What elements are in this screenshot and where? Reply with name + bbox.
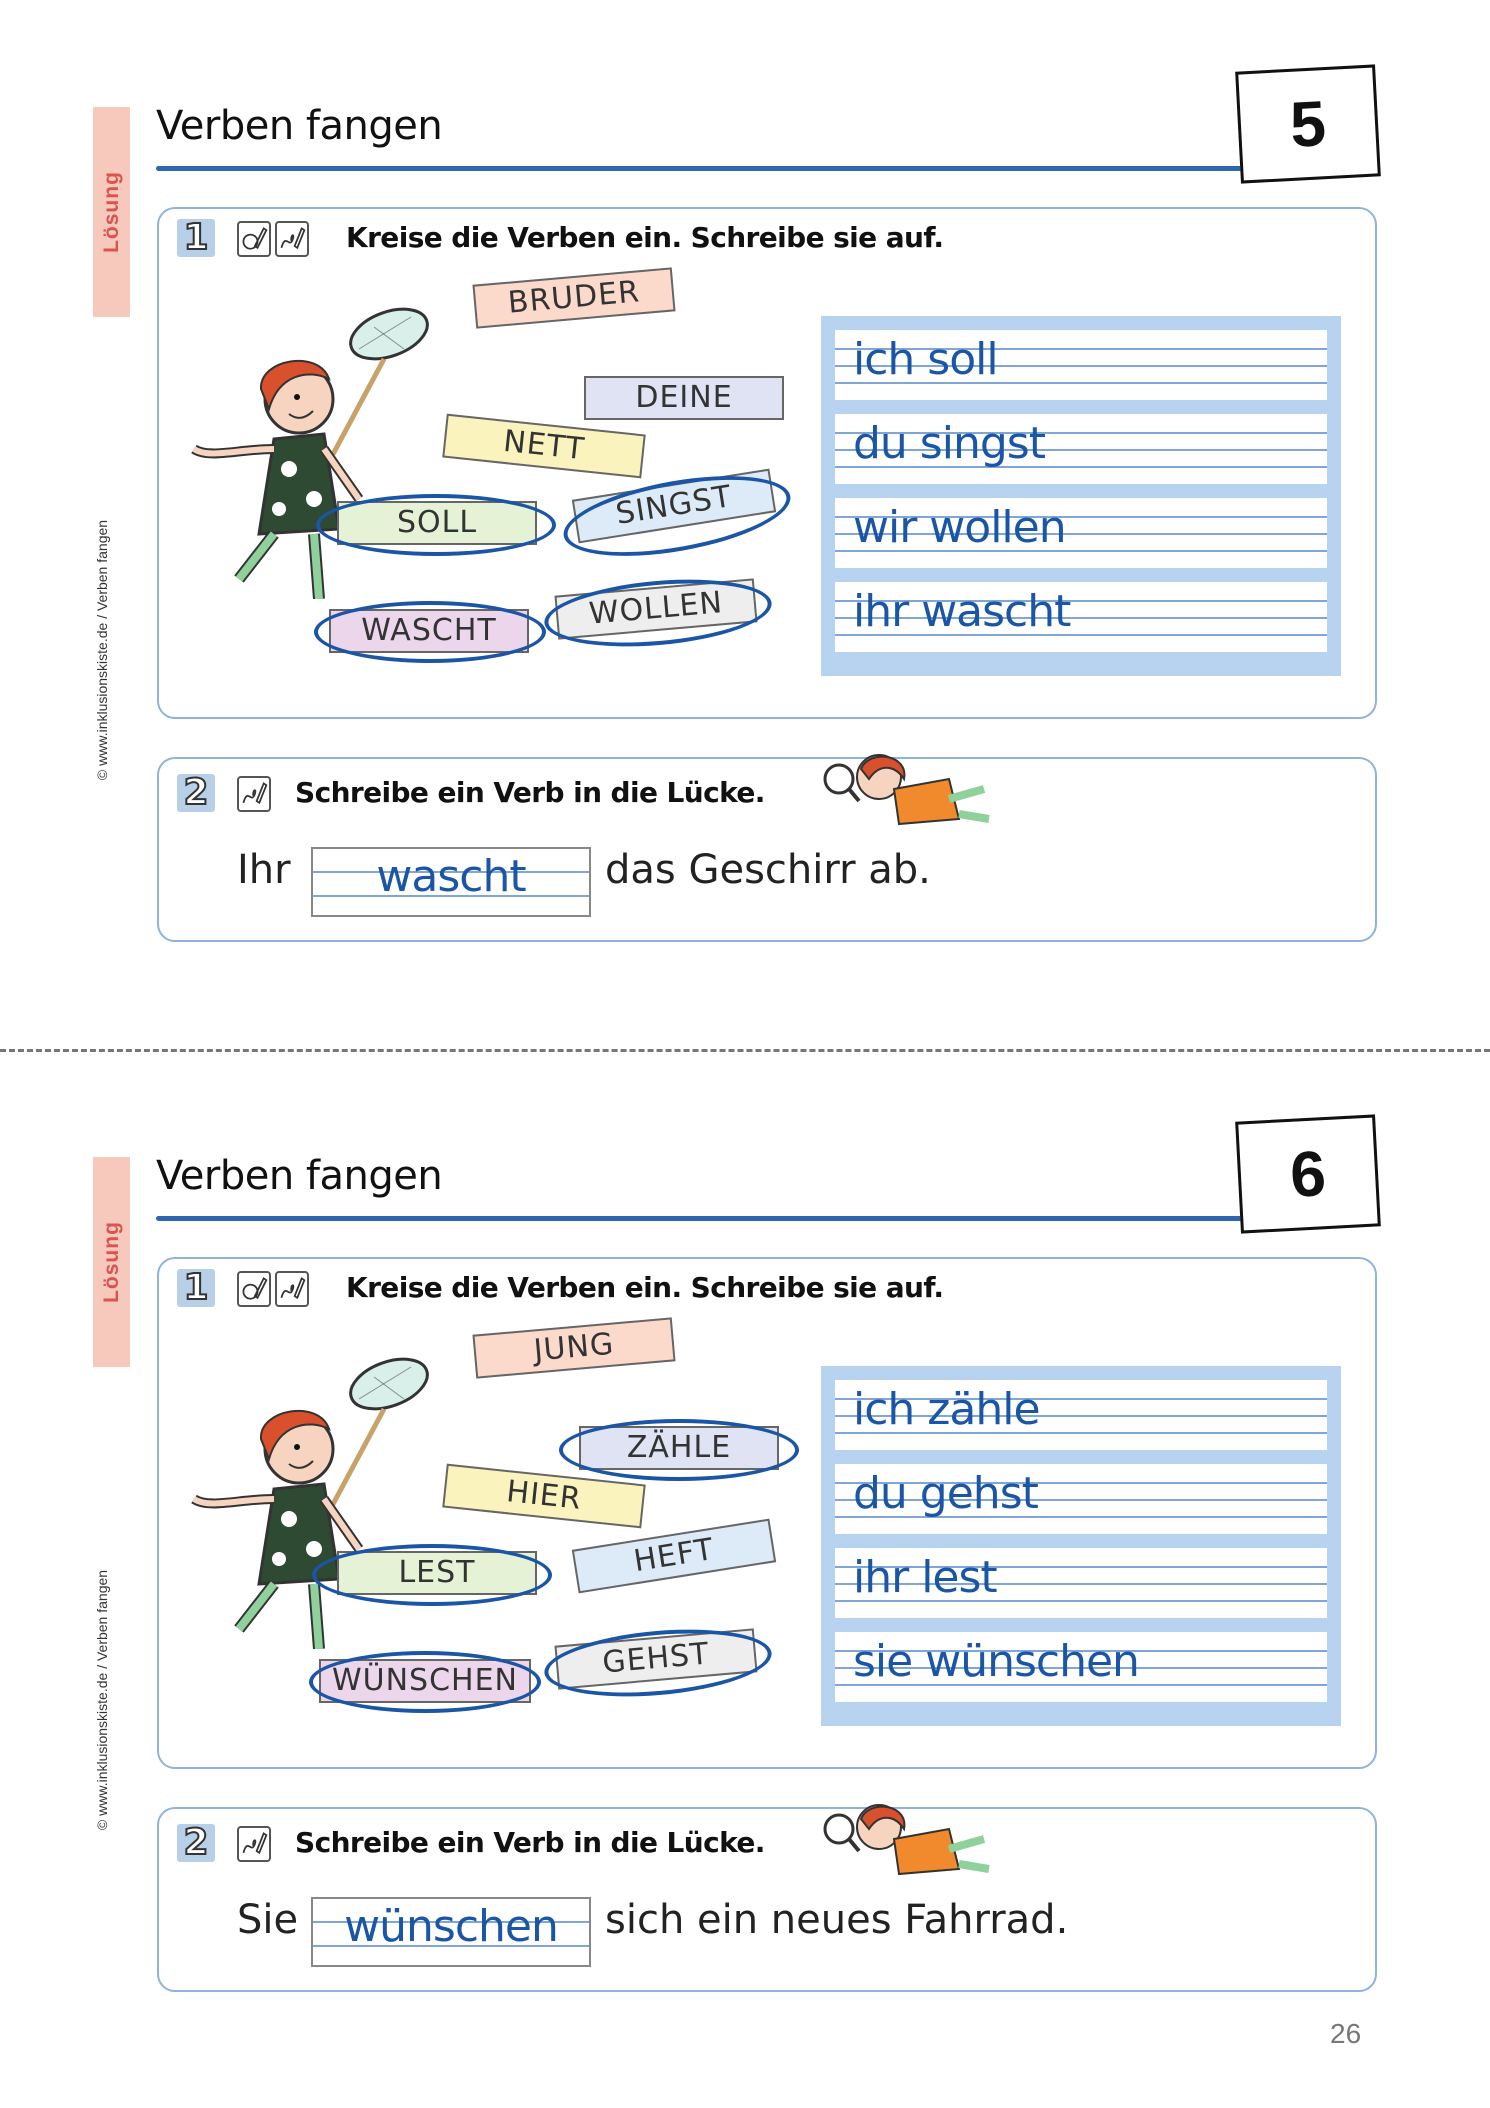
answer-text: ihr wascht [853, 586, 1071, 637]
write-pencil-icon [237, 1826, 271, 1862]
answer-line [835, 582, 1327, 652]
gap-answer-box [311, 847, 591, 917]
word-card: HEFT [572, 1519, 776, 1594]
task-1-panel [157, 1257, 1377, 1769]
answer-lines-box [821, 1366, 1341, 1726]
circle-pencil-icon [237, 1271, 271, 1307]
title-underline [156, 166, 1256, 171]
answer-line [835, 1464, 1327, 1534]
sentence-end: sich ein neues Fahrrad. [605, 1897, 1069, 1943]
answer-line [835, 1548, 1327, 1618]
word-card: SINGST [572, 469, 776, 544]
word-card: LEST [337, 1551, 537, 1595]
word-card: GEHST [554, 1628, 757, 1689]
gap-answer-box [311, 1897, 591, 1967]
word-card: WASCHT [329, 609, 529, 653]
copyright-text: © www.inklusionskiste.de / Verben fangen [94, 1569, 110, 1831]
copyright-text: © www.inklusionskiste.de / Verben fangen [94, 519, 110, 781]
card-number-box [1235, 1114, 1381, 1233]
word-card: WÜNSCHEN [319, 1659, 531, 1703]
sentence-start: Sie [237, 1897, 299, 1943]
task-instruction: Kreise die Verben ein. Schreibe sie auf. [346, 1271, 944, 1304]
write-pencil-icon [275, 1271, 309, 1307]
answer-line [835, 330, 1327, 400]
card-title: Verben fangen [156, 1153, 443, 1199]
write-pencil-icon [275, 221, 309, 257]
circled-verb-marker [559, 1419, 799, 1481]
word-card: DEINE [584, 376, 784, 420]
answer-text: ihr lest [853, 1552, 997, 1603]
circle-pencil-icon [237, 221, 271, 257]
answer-line [835, 498, 1327, 568]
title-underline [156, 1216, 1256, 1221]
solution-tab [93, 1157, 130, 1367]
word-card: NETT [442, 414, 646, 479]
solution-label: Lösung [99, 1221, 123, 1303]
word-card: BRUDER [472, 267, 675, 328]
task-instruction: Schreibe ein Verb in die Lücke. [295, 776, 765, 809]
task-1-panel [157, 207, 1377, 719]
solution-tab [93, 107, 130, 317]
sentence-start: Ihr [237, 847, 291, 893]
word-card: ZÄHLE [579, 1426, 779, 1470]
girl-with-magnifier-illustration [799, 1799, 999, 1899]
worksheet-card-5 [0, 0, 1490, 1000]
answer-text: ich zähle [853, 1384, 1040, 1435]
word-card: HIER [442, 1464, 646, 1529]
card-number-box [1235, 64, 1381, 183]
task-2-panel [157, 1807, 1377, 1992]
card-number: 5 [1288, 87, 1328, 161]
answer-line [835, 1632, 1327, 1702]
task-number: 2 [177, 1824, 215, 1862]
task-2-panel [157, 757, 1377, 942]
solution-label: Lösung [99, 171, 123, 253]
answer-text: du singst [853, 418, 1045, 469]
sentence-end: das Geschirr ab. [605, 847, 931, 893]
circled-verb-marker [558, 462, 797, 571]
word-card: SOLL [337, 501, 537, 545]
write-pencil-icon [237, 776, 271, 812]
word-card: WOLLEN [554, 578, 757, 639]
circled-verb-marker [312, 1544, 552, 1606]
circled-verb-marker [542, 1621, 775, 1705]
answer-text: ich soll [853, 334, 998, 385]
circled-verb-marker [542, 571, 775, 655]
worksheet-card-6 [0, 1050, 1490, 2050]
card-number: 6 [1288, 1137, 1328, 1211]
answer-lines-box [821, 316, 1341, 676]
circled-verb-marker [309, 1651, 541, 1713]
task-instruction: Schreibe ein Verb in die Lücke. [295, 1826, 765, 1859]
gap-answer-text: wünschen [344, 1901, 558, 1952]
task-number: 1 [177, 219, 215, 257]
answer-text: wir wollen [853, 502, 1066, 553]
card-title: Verben fangen [156, 103, 443, 149]
gap-answer-text: wascht [376, 851, 526, 902]
circled-verb-marker [314, 601, 546, 663]
answer-line [835, 1380, 1327, 1450]
word-card: JUNG [472, 1317, 675, 1378]
page-number: 26 [1330, 2018, 1362, 2049]
task-number: 1 [177, 1269, 215, 1307]
task-number: 2 [177, 774, 215, 812]
task-instruction: Kreise die Verben ein. Schreibe sie auf. [346, 221, 944, 254]
answer-line [835, 414, 1327, 484]
answer-text: du gehst [853, 1468, 1038, 1519]
circled-verb-marker [316, 494, 556, 556]
answer-text: sie wünschen [853, 1636, 1139, 1687]
girl-with-magnifier-illustration [799, 749, 999, 849]
